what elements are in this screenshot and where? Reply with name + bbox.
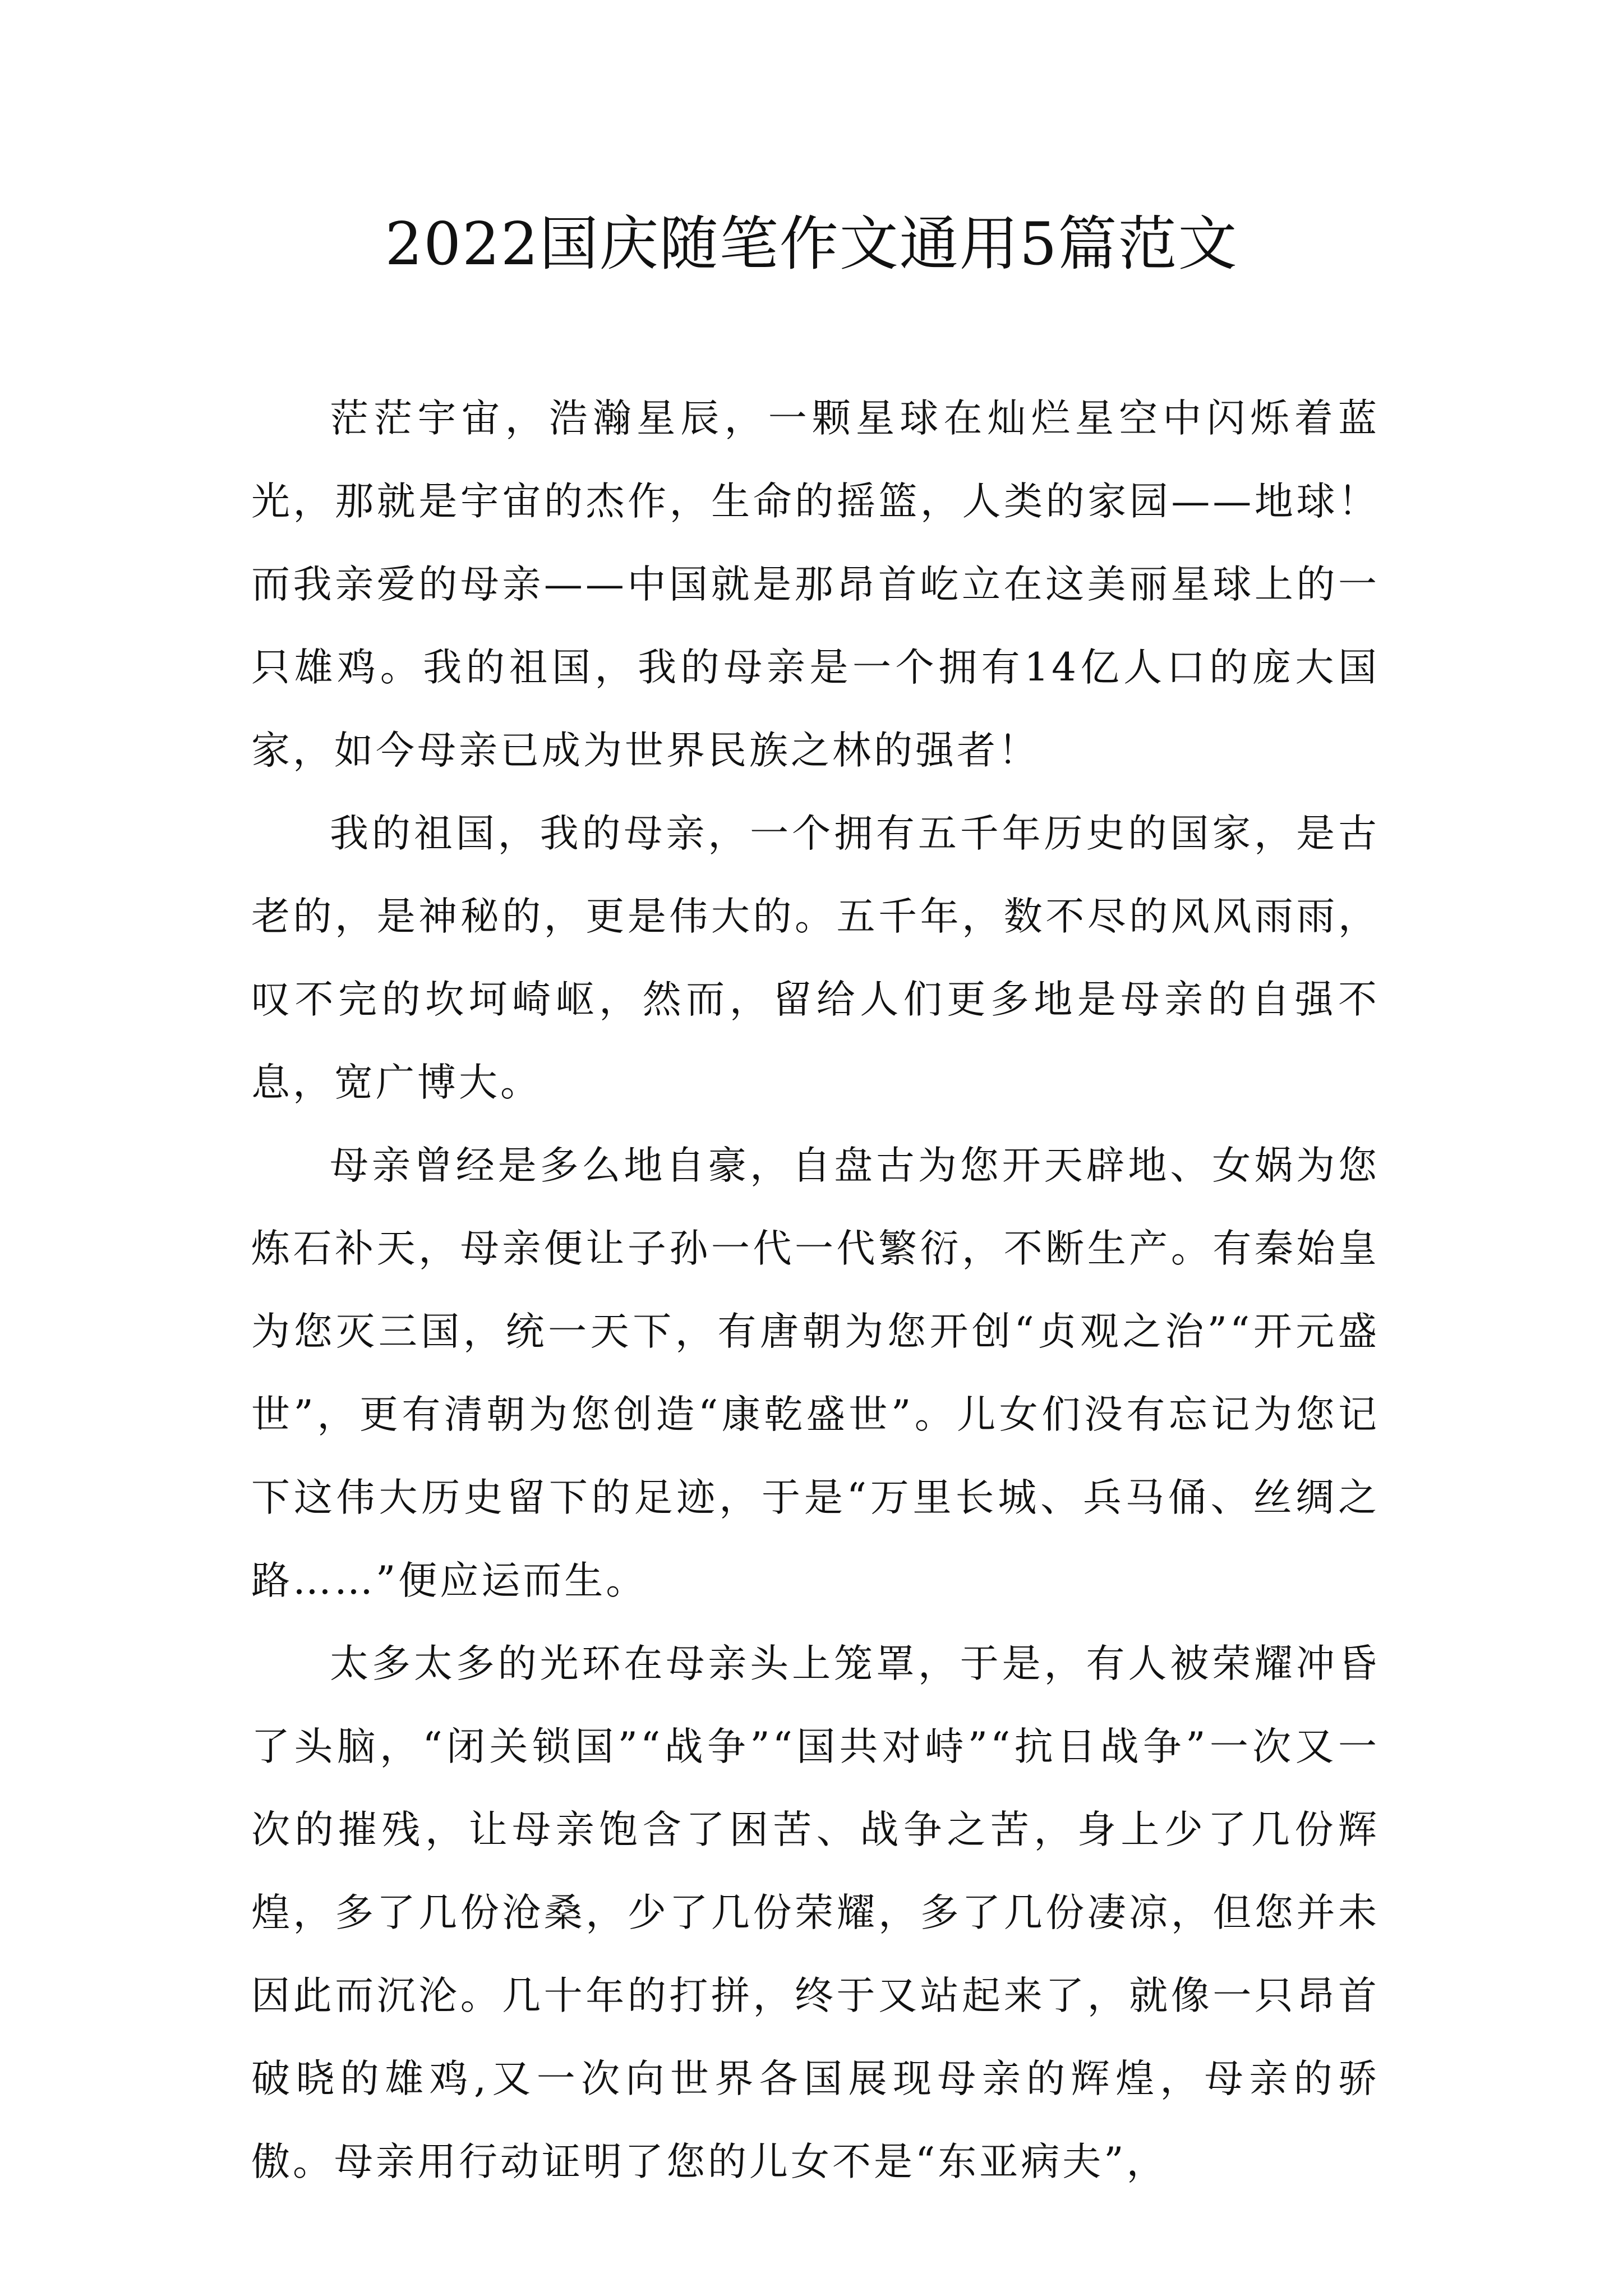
document-title: 2022国庆随笔作文通用5篇范文 — [385, 210, 1238, 278]
paragraph-1: 茫茫宇宙，浩瀚星辰，一颗星球在灿烂星空中闪烁着蓝光，那就是宇宙的杰作，生命的摇篮，人类的家园——地球！而我亲爱的母亲——中国就是那昂首屹立在这美丽星球上的一只雄鸡。我的祖国，我的母亲是一个拥有14亿人口的庞大国家，如今母亲已成为世界民族之林的强者！ — [251, 396, 1380, 773]
paragraph-2: 我的祖国，我的母亲，一个拥有五千年历史的国家，是古老的，是神秘的，更是伟大的。五千年，数不尽的风风雨雨，叹不完的坎坷崎岖，然而，留给人们更多地是母亲的自强不息，宽广博大。 — [251, 811, 1380, 1105]
paragraph-3: 母亲曾经是多么地自豪，自盘古为您开天辟地、女娲为您炼石补天，母亲便让子孙一代一代繁衍，不断生产。有秦始皇为您灭三国，统一天下，有唐朝为您开创“贞观之治”“开元盛世”，更有清朝为您创造“康乾盛世”。儿女们没有忘记为您记下这伟大历史留下的足迹，于是“万里长城、兵马俑、丝绸之路……”便应运而生。 — [251, 1143, 1380, 1603]
paragraph-4: 太多太多的光环在母亲头上笼罩，于是，有人被荣耀冲昏了头脑，“闭关锁国”“战争”“国共对峙”“抗日战争”一次又一次的摧残，让母亲饱含了困苦、战争之苦，身上少了几份辉煌，多了几份沧桑，少了几份荣耀，多了几份凄凉，但您并未因此而沉沦。几十年的打拼，终于又站起来了，就像一只昂首破晓的雄鸡,又一次向世界各国展现母亲的辉煌，母亲的骄傲。母亲用行动证明了您的儿女不是“东亚病夫”， — [251, 1641, 1380, 2184]
document-body — [251, 377, 1380, 2203]
